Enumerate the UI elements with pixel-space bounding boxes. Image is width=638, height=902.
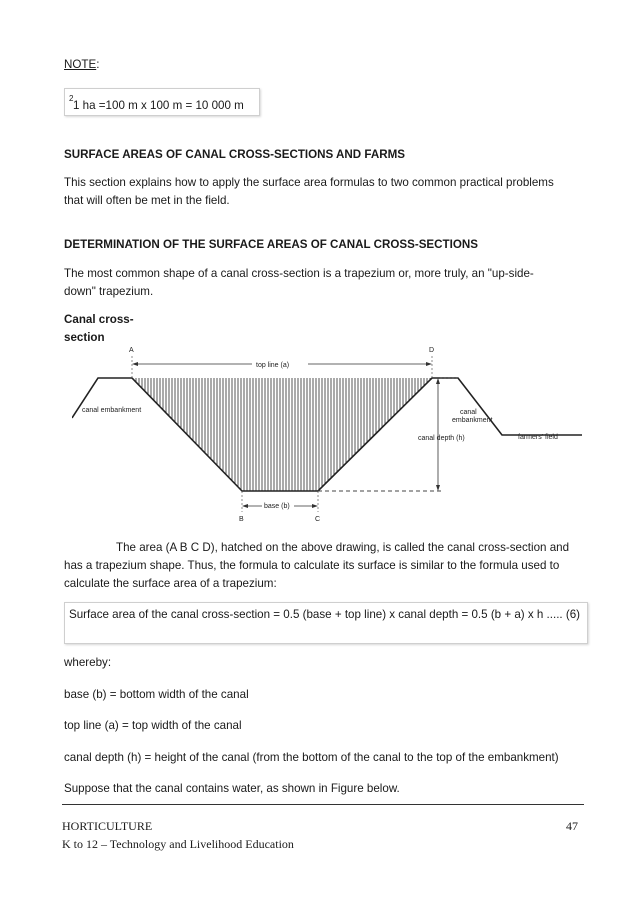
canal-depth-label: canal depth (h) (418, 435, 465, 442)
note-box-superscript: 2 (69, 94, 74, 103)
top-line-arrow-left (132, 362, 138, 366)
footer-rule (62, 804, 584, 805)
note-box-main: 1 ha =100 m x 100 m = 10 000 m (73, 99, 244, 112)
paragraph-area-line-3: calculate the surface area of a trapezium: (64, 577, 277, 590)
definition-base: base (b) = bottom width of the canal (64, 688, 249, 701)
section-heading-canal-cross-sections: DETERMINATION OF THE SURFACE AREAS OF CANAL CROSS-SECTIONS (64, 238, 478, 251)
label-b: B (239, 516, 244, 523)
footer-page-number: 47 (566, 819, 578, 833)
hatched-cross-section (132, 378, 432, 491)
paragraph-area-line-1: The area (A B C D), hatched on the above drawing, is called the canal cross-section and (116, 541, 570, 554)
definition-top-line: top line (a) = top width of the canal (64, 719, 242, 732)
footer-subject: HORTICULTURE (62, 819, 153, 833)
base-arrow-left (242, 504, 248, 508)
canal-embankment-right-label-2: embankment (452, 417, 493, 424)
note-colon: : (96, 58, 100, 71)
paragraph-trapezium-line-1: The most common shape of a canal cross-section is a trapezium or, more truly, an "up-side- (64, 267, 534, 280)
top-line-arrow-right (426, 362, 432, 366)
paragraph-trapezium (64, 265, 584, 301)
canal-embankment-left-label: canal embankment (82, 407, 142, 414)
section-heading-surface-areas: SURFACE AREAS OF CANAL CROSS-SECTIONS AND FARMS (64, 148, 405, 161)
farmers-field-label: farmers' field (518, 434, 558, 441)
note-label: NOTE: (64, 58, 100, 71)
whereby-label: whereby: (64, 656, 112, 669)
figure-caption-line-2: section (64, 331, 105, 344)
label-c: C (315, 516, 321, 523)
paragraph-intro-line-2: that will often be met in the field. (64, 194, 230, 207)
base-arrow-right (312, 504, 318, 508)
paragraph-trapezium-line-2: down" trapezium. (64, 285, 154, 298)
depth-arrow-top (436, 378, 440, 384)
suppose-text: Suppose that the canal contains water, as shown in Figure below. (64, 782, 400, 795)
paragraph-intro (64, 174, 584, 210)
formula-text: Surface area of the canal cross-section = 0.5 (base + top line) x canal depth = 0.5 (b + a) x h ..... (6) (69, 608, 581, 621)
paragraph-area-explanation (64, 539, 590, 593)
definition-canal-depth: canal depth (h) = height of the canal (from the bottom of the canal to the top of the embankment) (64, 751, 559, 764)
base-label: base (b) (264, 503, 290, 510)
note-box (64, 88, 260, 116)
paragraph-area-line-2: has a trapezium shape. Thus, the formula to calculate its surface is similar to the formula used to (64, 559, 560, 572)
top-line-label: top line (a) (256, 362, 290, 369)
label-a: A (129, 347, 134, 354)
footer-course: K to 12 – Technology and Livelihood Education (62, 837, 294, 851)
canal-cross-section-diagram (72, 340, 582, 530)
figure-caption-line-1: Canal cross- (64, 313, 134, 326)
depth-arrow-bottom (436, 485, 440, 491)
paragraph-intro-line-1: This section explains how to apply the surface area formulas to two common practical problems (64, 176, 554, 189)
canal-embankment-right-label-1: canal (460, 409, 477, 416)
note-box-text (69, 94, 244, 112)
label-d: D (429, 347, 435, 354)
formula-box (64, 602, 588, 644)
